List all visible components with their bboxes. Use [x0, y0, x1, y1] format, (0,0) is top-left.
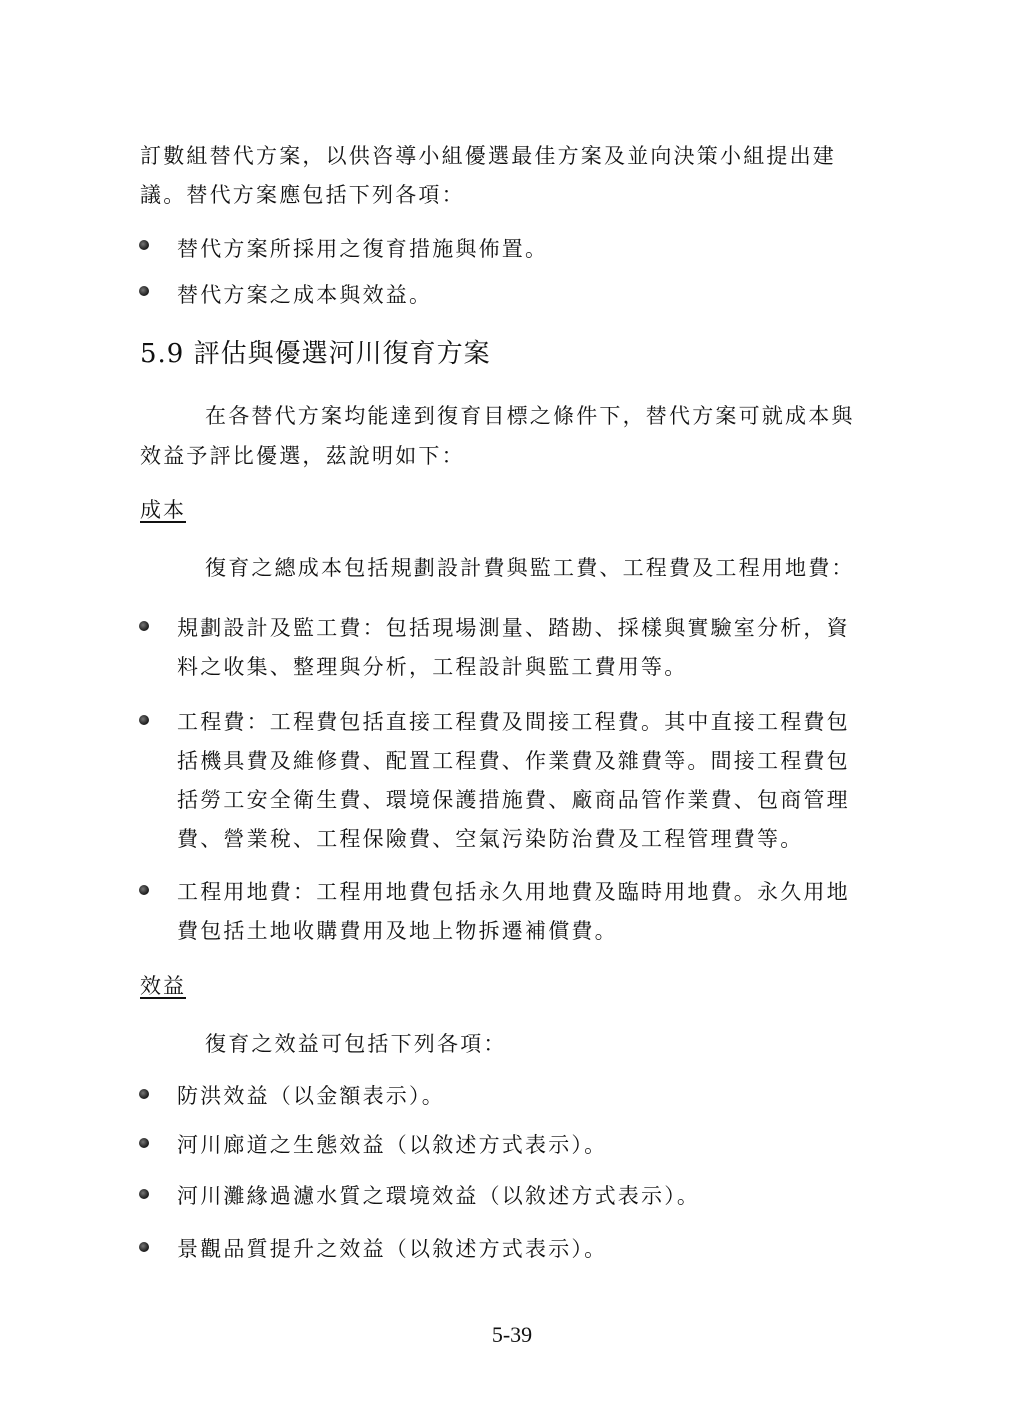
cost-bullet-1-line-1: 規劃設計及監工費：包括現場測量、踏勘、採樣與實驗室分析，資 [177, 616, 850, 640]
cost-bullet-1-line-2: 料之收集、整理與分析，工程設計與監工費用等。 [177, 655, 688, 679]
bullet-icon [139, 885, 149, 895]
bullet-icon [139, 1189, 149, 1199]
section-para-line-2: 效益予評比優選，茲說明如下： [140, 444, 465, 468]
benefit-bullet-4: 景觀品質提升之效益（以敘述方式表示）。 [177, 1237, 608, 1261]
bullet-icon [139, 286, 149, 296]
section-heading: 5.9 評估與優選河川復育方案 [140, 339, 491, 369]
benefit-bullet-2: 河川廊道之生態效益（以敘述方式表示）。 [177, 1133, 608, 1157]
page-number: 5-39 [491, 1322, 533, 1347]
cost-bullet-3-line-2: 費包括土地收購費用及地上物拆遷補償費。 [177, 919, 618, 943]
benefit-subheading: 效益 [140, 974, 186, 998]
intro-line-1: 訂數組替代方案，以供咨導小組優選最佳方案及並向決策小組提出建 [140, 144, 836, 168]
cost-subheading: 成本 [140, 498, 186, 522]
cost-bullet-3-line-1: 工程用地費：工程用地費包括永久用地費及臨時用地費。永久用地 [177, 880, 850, 904]
cost-bullet-2-line-1: 工程費：工程費包括直接工程費及間接工程費。其中直接工程費包 [177, 710, 850, 734]
intro-bullet-2: 替代方案之成本與效益。 [177, 283, 433, 307]
bullet-icon [139, 1242, 149, 1252]
bullet-icon [139, 240, 149, 250]
intro-line-2: 議。替代方案應包括下列各項： [140, 183, 465, 207]
section-para-line-1: 在各替代方案均能達到復育目標之條件下，替代方案可就成本與 [205, 404, 855, 428]
bullet-icon [139, 621, 149, 631]
bullet-icon [139, 1089, 149, 1099]
bullet-icon [139, 1138, 149, 1148]
benefit-bullet-1: 防洪效益（以金額表示）。 [177, 1084, 445, 1108]
benefit-bullet-3: 河川灘緣過濾水質之環境效益（以敘述方式表示）。 [177, 1184, 701, 1208]
intro-bullet-1: 替代方案所採用之復育措施與佈置。 [177, 237, 549, 261]
cost-bullet-2-line-3: 括勞工安全衛生費、環境保護措施費、廠商品管作業費、包商管理 [177, 788, 850, 812]
benefit-lead: 復育之效益可包括下列各項： [205, 1032, 507, 1056]
cost-lead: 復育之總成本包括規劃設計費與監工費、工程費及工程用地費： [205, 556, 855, 580]
cost-bullet-2-line-2: 括機具費及維修費、配置工程費、作業費及雜費等。間接工程費包 [177, 749, 850, 773]
cost-bullet-2-line-4: 費、營業稅、工程保險費、空氣污染防治費及工程管理費等。 [177, 827, 804, 851]
bullet-icon [139, 715, 149, 725]
